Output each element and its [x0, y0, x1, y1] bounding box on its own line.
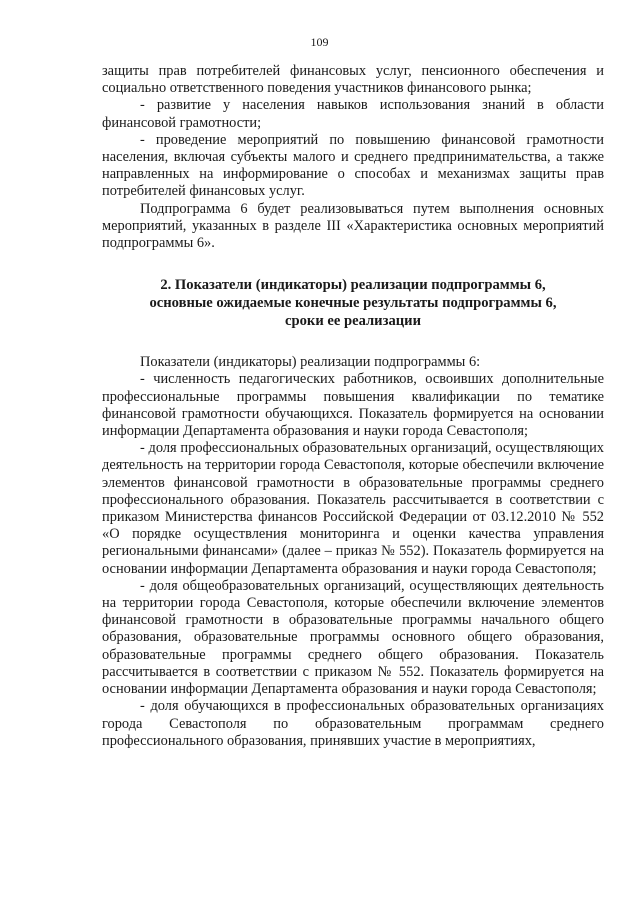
paragraph-indicators-intro: Показатели (индикаторы) реализации подпрограммы 6: [140, 354, 481, 371]
page-number: 109 [310, 35, 329, 49]
bullet-teachers-count: - численность педагогических работников, освоивших дополнительные профессиональные программы повышения квалификации по тематике финансовой грамотности обучающихся. Показатель формируется на основании информации Департамента образования и науки города Севастополя; [102, 371, 604, 440]
page-content [102, 63, 604, 750]
section-heading [102, 276, 604, 330]
bullet-general-education-organizations-share: - доля общеобразовательных организаций, осуществляющих деятельность на территории города Севастополя, которые обеспечили включение элементов финансовой грамотности в образовательные программы начального общего образования, образовательные программы основного общего образования, образовательные программы среднего общего образования. Показатель рассчитывается в соответствии с приказом № 552. Показатель формируется на основании информации Департамента образования и науки города Севастополя; [102, 577, 604, 698]
bullet-professional-organizations-share: - доля профессиональных образовательных организаций, осуществляющих деятельность на территории города Севастополя, которые обеспечили включение элементов финансовой грамотности в образовательные программы среднего профессионального образования. Показатель рассчитывается в соответствии с приказом Министерства финансов Российской Федерации от 03.12.2010 № 552 «О порядке осуществления мониторинга и оценки качества управления региональными финансами» (далее – приказ № 552). Показатель формируется на основании информации Департамента образования и науки города Севастополя; [102, 440, 604, 577]
section-heading-line-1: 2. Показатели (индикаторы) реализации подпрограммы 6, [160, 277, 546, 294]
bullet-literacy-events: - проведение мероприятий по повышению финансовой грамотности населения, включая субъекты малого и среднего предпринимательства, а также направленных на информирование о способах и механизмах защиты прав потребителей финансовых услуг. [102, 131, 604, 200]
bullet-students-share: - доля обучающихся в профессиональных образовательных организациях города Севастополя по образовательным программам среднего профессионального образования, принявших участие в мероприятиях, [102, 698, 604, 749]
section-heading-line-3: сроки ее реализации [285, 313, 421, 330]
paragraph-continuation: защиты прав потребителей финансовых услуг, пенсионного обеспечения и социально ответственного поведения участников финансового рынка; [102, 63, 604, 97]
paragraph-subprogram-implementation: Подпрограмма 6 будет реализовываться путем выполнения основных мероприятий, указанных в разделе III «Характеристика основных мероприятий подпрограммы 6». [102, 200, 604, 252]
bullet-financial-literacy-skills: - развитие у населения навыков использования знаний в области финансовой грамотности; [102, 97, 604, 131]
section-heading-line-2: основные ожидаемые конечные результаты подпрограммы 6, [149, 295, 557, 312]
